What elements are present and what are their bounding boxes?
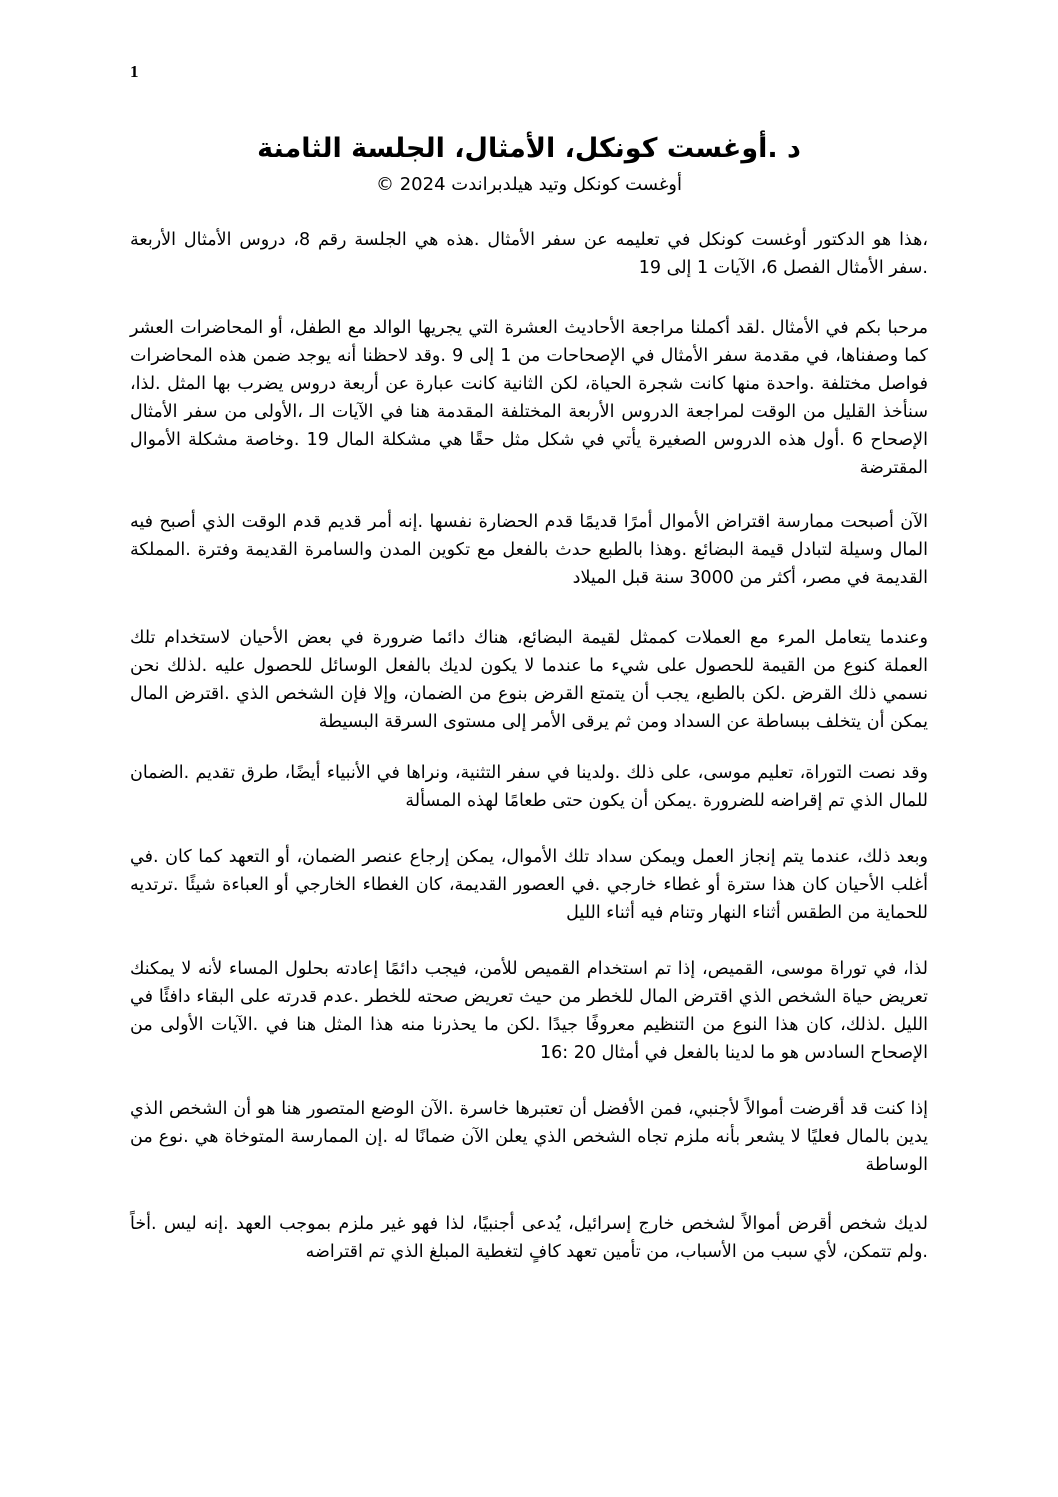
paragraph: مرحبا بكم في الأمثال .لقد أكملنا مراجعة الأحاديث العشرة التي يجريها الوالد مع الطفل، أو المحاضرات العشر كما وصفناها، في مقدمة سفر الأمثال في الإصحاحات من 1 إلى 9 .وقد لاحظنا أنه يوجد ضمن هذه المحاضرات فواصل مختلفة .واحدة منها كانت شجرة الحياة، لكن الثانية كانت عبارة عن أربعة دروس يضرب بها المثل .لذا، سنأخذ القليل من الوقت لمراجعة الدروس الأربعة المختلفة المقدمة هنا في الآيات الـ ،الأولى من سفر الأمثال الإصحاح 6 .أول هذه الدروس الصغيرة يأتي في شكل مثل حقًا هي مشكلة المال 19 .وخاصة مشكلة الأموال المقترضة — [130, 318, 928, 478]
paragraph: الآن أصبحت ممارسة اقتراض الأموال أمرًا قديمًا قدم الحضارة نفسها .إنه أمر قديم قدم الوقت الذي أصبح فيه المال وسيلة لتبادل قيمة البضائع .وهذا بالطبع حدث بالفعل مع تكوين المدن والسامرة القديمة وفترة .المملكة القديمة في مصر، أكثر من 3000 سنة قبل الميلاد — [130, 512, 928, 588]
paragraph: وقد نصت التوراة، تعليم موسى، على ذلك .ولدينا في سفر التثنية، ونراها في الأنبياء أيضًا، طرق تقديم .الضمان للمال الذي تم إقراضه للضرورة .يمكن أن يكون حتى طعامًا لهذه المسألة — [130, 763, 928, 811]
page-number: 1 — [130, 62, 139, 81]
copyright-line: أوغست كونكل وتيد هيلدبراندت 2024 © — [376, 174, 682, 195]
paragraph: وعندما يتعامل المرء مع العملات كممثل لقيمة البضائع، هناك دائما ضرورة في بعض الأحيان لاستخدام تلك العملة كنوع من القيمة للحصول على شيء ما عندما لا يكون لديك بالفعل الوسائل للحصول عليه .لذلك نحن نسمي ذلك القرض .لكن بالطبع، يجب أن يتمتع القرض بنوع من الضمان، وإلا فإن الشخص الذي .اقترض المال يمكن أن يتخلف ببساطة عن السداد ومن ثم يرقى الأمر إلى مستوى السرقة البسيطة — [130, 628, 928, 732]
paragraph: لذا، في توراة موسى، القميص، إذا تم استخدام القميص للأمن، فيجب دائمًا إعادته بحلول المساء لأنه لا يمكنك تعريض حياة الشخص الذي اقترض المال للخطر من حيث تعريض صحته للخطر .عدم قدرته على البقاء دافئًا في الليل .لذلك، كان هذا النوع من التنظيم معروفًا جيدًا .لكن ما يحذرنا منه هذا المثل هنا في .الآيات الأولى من الإصحاح السادس هو ما لدينا بالفعل في أمثال 20 :16 — [130, 959, 928, 1063]
paragraph: وبعد ذلك، عندما يتم إنجاز العمل ويمكن سداد تلك الأموال، يمكن إرجاع عنصر الضمان، أو التعهد كما كان .في أغلب الأحيان كان هذا سترة أو غطاء خارجي .في العصور القديمة، كان الغطاء الخارجي أو العباءة شيئًا .ترتديه للحماية من الطقس أثناء النهار وتنام فيه أثناء الليل — [130, 847, 928, 923]
document-title: د .أوغست كونكل، الأمثال، الجلسة الثامنة — [257, 133, 801, 164]
paragraph: لديك شخص أقرض أموالاً لشخص خارج إسرائيل، يُدعى أجنبيًا، لذا فهو غير ملزم بموجب العهد .إنه ليس .أخاً .ولم تتمكن، لأي سبب من الأسباب، من تأمين تعهد كافٍ لتغطية المبلغ الذي تم اقتراضه — [130, 1214, 928, 1262]
paragraph: ،هذا هو الدكتور أوغست كونكل في تعليمه عن سفر الأمثال .هذه هي الجلسة رقم 8، دروس الأمثال الأربعة .سفر الأمثال الفصل 6، الآيات 1 إلى 19 — [130, 230, 928, 278]
paragraph: إذا كنت قد أقرضت أموالاً لأجنبي، فمن الأفضل أن تعتبرها خاسرة .الآن الوضع المتصور هنا هو أن الشخص الذي يدين بالمال فعليًا لا يشعر بأنه ملزم تجاه الشخص الذي يعلن الآن ضمانًا له .إن الممارسة المتوخاة هي .نوع من الوساطة — [130, 1099, 928, 1175]
